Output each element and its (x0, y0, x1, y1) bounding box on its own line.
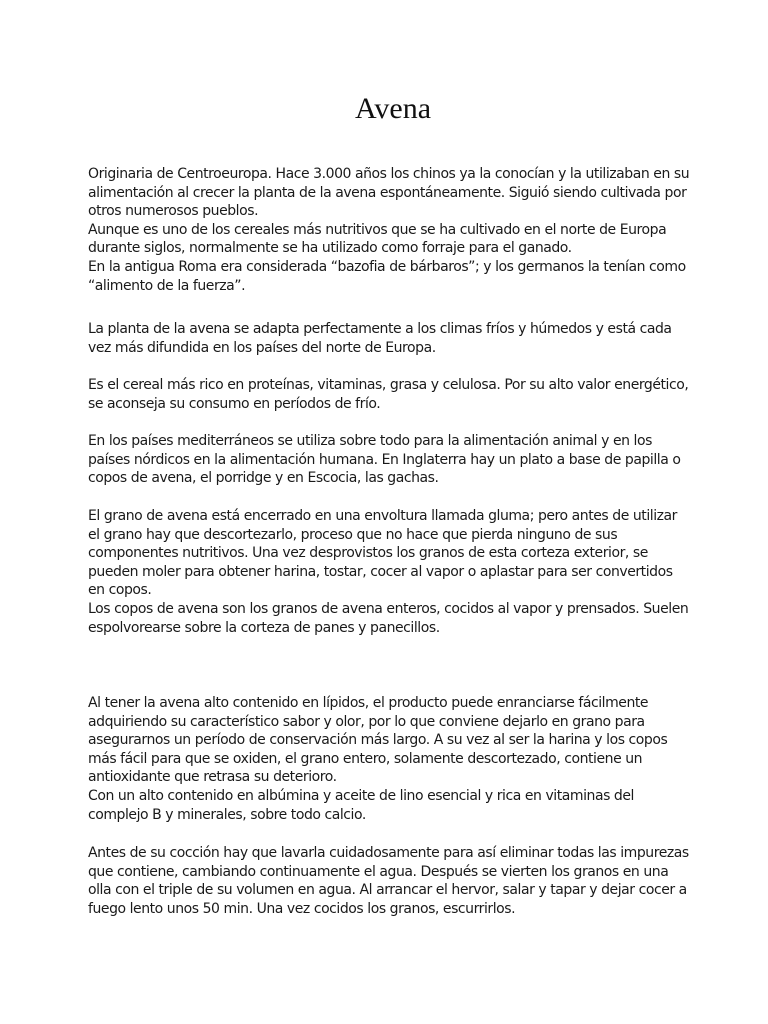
text-line: países nórdicos en la alimentación humana. En Inglaterra hay un plato a base de papilla o (88, 451, 681, 468)
text-line: más fácil para que se oxiden, el grano entero, solamente descortezado, contiene un (88, 750, 643, 767)
text-line: El grano de avena está encerrado en una envoltura llamada gluma; pero antes de utilizar (88, 508, 677, 524)
text-line: copos de avena, el porridge y en Escocia, las gachas. (88, 470, 439, 487)
text-line: Con un alto contenido en albúmina y aceite de lino esencial y rica en vitaminas del (88, 787, 634, 804)
text-line: fuego lento unos 50 min. Una vez cocidos los granos, escurrirlos. (88, 900, 516, 917)
text-line: que contiene, cambiando continuamente el agua. Después se vierten los granos en una (88, 863, 669, 880)
paragraph-2 (88, 320, 697, 357)
text-line: alimentación al crecer la planta de la avena espontáneamente. Siguió siendo cultivada por (88, 184, 687, 201)
paragraph-1 (88, 165, 697, 295)
paragraph-6 (88, 694, 697, 824)
text-line: vez más difundida en los países del norte de Europa. (88, 339, 436, 356)
text-line: antioxidante que retrasa su deterioro. (88, 769, 337, 786)
text-line: La planta de la avena se adapta perfectamente a los climas fríos y húmedos y está cada (88, 321, 672, 337)
text-line: componentes nutritivos. Una vez desprovistos los granos de esta corteza exterior, se (88, 545, 648, 562)
text-line: complejo B y minerales, sobre todo calcio. (88, 806, 366, 823)
text-line: durante siglos, normalmente se ha utilizado como forraje para el ganado. (88, 240, 572, 257)
text-line: espolvorearse sobre la corteza de panes y panecillos. (88, 619, 440, 636)
paragraph-5 (88, 507, 697, 637)
text-line: Es el cereal más rico en proteínas, vitaminas, grasa y celulosa. Por su alto valor energético, (88, 377, 689, 393)
text-line: Originaria de Centroeuropa. Hace 3.000 años los chinos ya la conocían y la utilizaban en su (88, 166, 690, 182)
paragraph-3 (88, 376, 697, 413)
text-line: Antes de su cocción hay que lavarla cuidadosamente para así eliminar todas las impurezas (88, 845, 689, 861)
text-line: En los países mediterráneos se utiliza sobre todo para la alimentación animal y en los (88, 433, 652, 449)
text-line: asegurarnos un período de conservación más largo. A su vez al ser la harina y los copos (88, 732, 668, 749)
text-line: adquiriendo su característico sabor y olor, por lo que conviene dejarlo en grano para (88, 713, 645, 730)
text-line: Los copos de avena son los granos de avena enteros, cocidos al vapor y prensados. Suelen (88, 600, 689, 617)
document-title: Avena (354, 92, 432, 125)
text-line: “alimento de la fuerza”. (88, 277, 246, 294)
paragraph-4 (88, 432, 697, 488)
text-line: pueden moler para obtener harina, tostar, cocer al vapor o aplastar para ser convertidos (88, 563, 673, 580)
paragraph-7 (88, 844, 697, 918)
text-line: el grano hay que descortezarlo, proceso que no hace que pierda ninguno de sus (88, 526, 618, 543)
text-line: Al tener la avena alto contenido en lípidos, el producto puede enranciarse fácilmente (88, 695, 649, 711)
text-line: se aconseja su consumo en períodos de frío. (88, 395, 381, 412)
text-line: en copos. (88, 582, 152, 599)
text-line: En la antigua Roma era considerada “bazofia de bárbaros”; y los germanos la tenían como (88, 258, 686, 275)
text-line: Aunque es uno de los cereales más nutritivos que se ha cultivado en el norte de Europa (88, 221, 667, 238)
text-line: otros numerosos pueblos. (88, 203, 259, 220)
text-line: olla con el triple de su volumen en agua. Al arrancar el hervor, salar y tapar y dejar cocer a (88, 882, 687, 899)
